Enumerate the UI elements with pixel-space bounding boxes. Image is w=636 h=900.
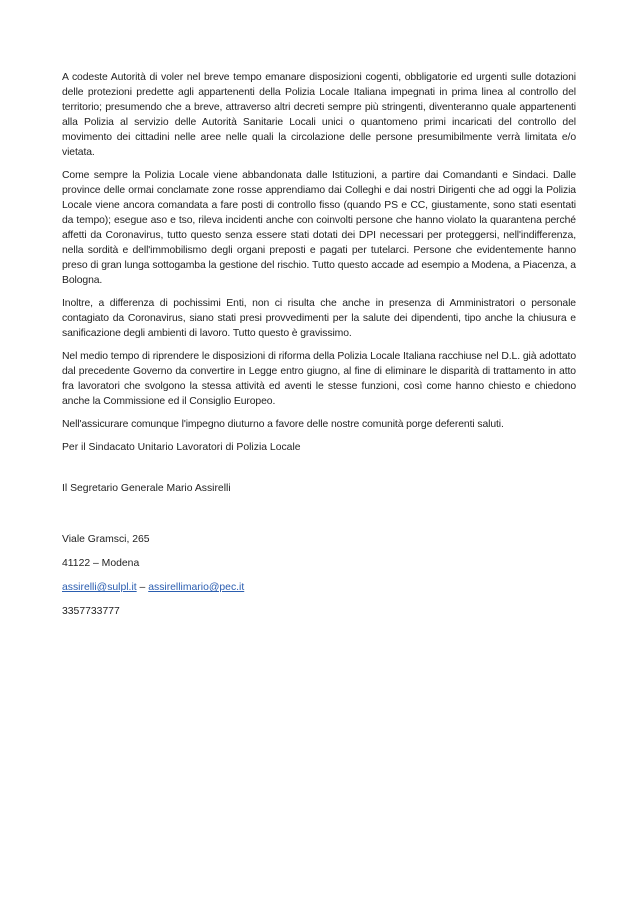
paragraph-5-closing: Nell'assicurare comunque l'impegno diuturno a favore delle nostre comunità porge deferenti saluti.: [62, 419, 504, 430]
letter-body: [62, 70, 576, 628]
city-postcode: 41122 – Modena: [62, 558, 140, 569]
paragraph-1: A codeste Autorità di voler nel breve tempo emanare disposizioni cogenti, obbligatorie ed urgenti sulle dotazioni delle protezioni predette agli appartenenti della Polizia Locale Italiana impegnati in prima linea al controllo del territorio; presumendo che a breve, attraverso altri decreti sempre più stringenti, diventeranno quale appartenenti alla Polizia al servizio delle Autorità Sanitarie Locali unici o quantomeno primi incaricati del controllo del movimento dei cittadini nelle aree nelle quali la circolazione delle persone presumibilmente verrà limitata e/o vietata.: [62, 72, 576, 158]
signature-intro: Per il Sindacato Unitario Lavoratori di Polizia Locale: [62, 442, 301, 453]
email-link-pec[interactable]: assirellimario@pec.it: [148, 582, 245, 593]
secretary-signature: Il Segretario Generale Mario Assirelli: [62, 483, 231, 494]
contact-block: [62, 532, 576, 619]
paragraph-4: Nel medio tempo di riprendere le disposizioni di riforma della Polizia Locale Italiana racchiuse nel D.L. già adottato dal precedente Governo da convertire in Legge entro giugno, al fine di eliminare le disparità di trattamento in atto fra lavoratori che svolgono la stessa attività ed aventi le stesse funzioni, così come hanno chiesto e chiedono anche la Commissione ed il Consiglio Europeo.: [62, 351, 576, 407]
email-line: [62, 580, 576, 595]
paragraph-3: Inoltre, a differenza di pochissimi Enti, non ci risulta che anche in presenza di Amministratori o personale contagiato da Coronavirus, siano stati presi provvedimenti per la salute dei dipendenti, tipo anche la chiusura e sanificazione degli ambienti di lavoro. Tutto questo è gravissimo.: [62, 298, 576, 339]
paragraph-2: Come sempre la Polizia Locale viene abbandonata dalle Istituzioni, a partire dai Comandanti e Sindaci. Dalle province delle ormai conclamate zone rosse apprendiamo dai Colleghi e dai nostri Dirigenti che ad oggi la Polizia Locale viene ancora comandata a fare posti di controllo fisso (quando PS e CC, giustamente, sono stati esentati da tempo); esegue aso e tso, rileva incidenti anche con coinvolti persone che hanno violato la quarantena perché affetti da Coronavirus, tutto questo senza essere stati dotati dei DPI necessari per proteggersi, nell'indifferenza, nella sordità e dell'immobilismo degli organi preposti e pagati per tutelarci. Persone che evidentemente hanno preso di gran lunga sottogamba la gestione del rischio. Tutto questo accade ad esempio a Modena, a Piacenza, a Bologna.: [62, 170, 576, 286]
street-address: Viale Gramsci, 265: [62, 534, 150, 545]
email-separator: –: [139, 582, 146, 593]
phone-number: 3357733777: [62, 606, 120, 617]
email-link-sulpl[interactable]: assirelli@sulpl.it: [62, 582, 137, 593]
